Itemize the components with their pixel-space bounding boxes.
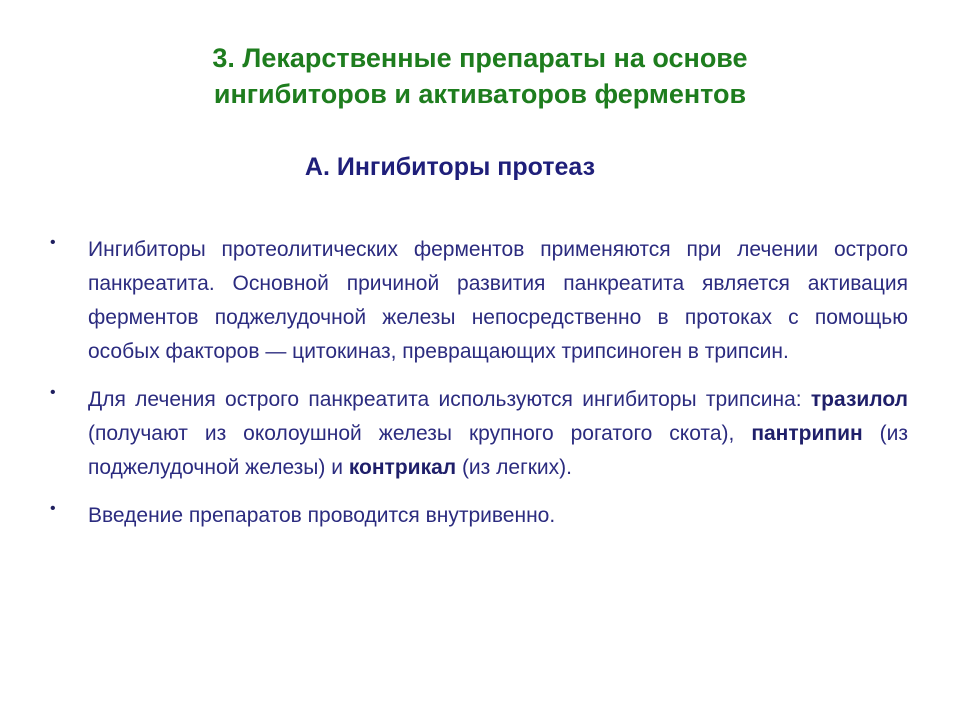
bullet-item-3 bbox=[50, 499, 908, 533]
slide-title-line-2: ингибиторов и активаторов ферментов bbox=[213, 79, 747, 109]
drug-name-contrykal: контрикал bbox=[348, 456, 457, 479]
section-subtitle: А. Ингибиторы протеаз bbox=[304, 153, 596, 181]
bullet-dot-icon: • bbox=[50, 384, 56, 401]
bullet-dot-icon: • bbox=[50, 234, 56, 251]
bullet-text-3: Введение препаратов проводится внутривенно. bbox=[88, 504, 556, 527]
bullet-text-2-part-3: (из поджелудочной железы) и bbox=[88, 422, 909, 479]
bullet-text-2-part-4: (из легких). bbox=[456, 456, 572, 479]
slide-title bbox=[120, 40, 840, 112]
drug-name-pantripin: пантрипин bbox=[751, 422, 863, 445]
bullet-item-1 bbox=[50, 233, 908, 369]
drug-name-trasylol: тразилол bbox=[810, 388, 908, 411]
slide-title-line-1: 3. Лекарственные препараты на основе bbox=[212, 43, 748, 73]
bullet-text-2-part-2: (получают из околоушной железы крупного рогатого скота), bbox=[88, 422, 752, 445]
bullet-dot-icon: • bbox=[50, 500, 56, 517]
bullet-text-2-part-1: Для лечения острого панкреатита используются ингибиторы трипсина: bbox=[88, 388, 811, 411]
bullet-item-2 bbox=[50, 383, 908, 485]
bullet-list bbox=[50, 233, 908, 547]
bullet-text-1: Ингибиторы протеолитических ферментов применяются при лечении острого панкреатита. Основной причиной развития панкреатита является активация ферментов поджелудочной железы непосредственно в протоках с помощью особых факторов — цитокиназ, превращающих трипсиноген в трипсин. bbox=[88, 238, 908, 363]
